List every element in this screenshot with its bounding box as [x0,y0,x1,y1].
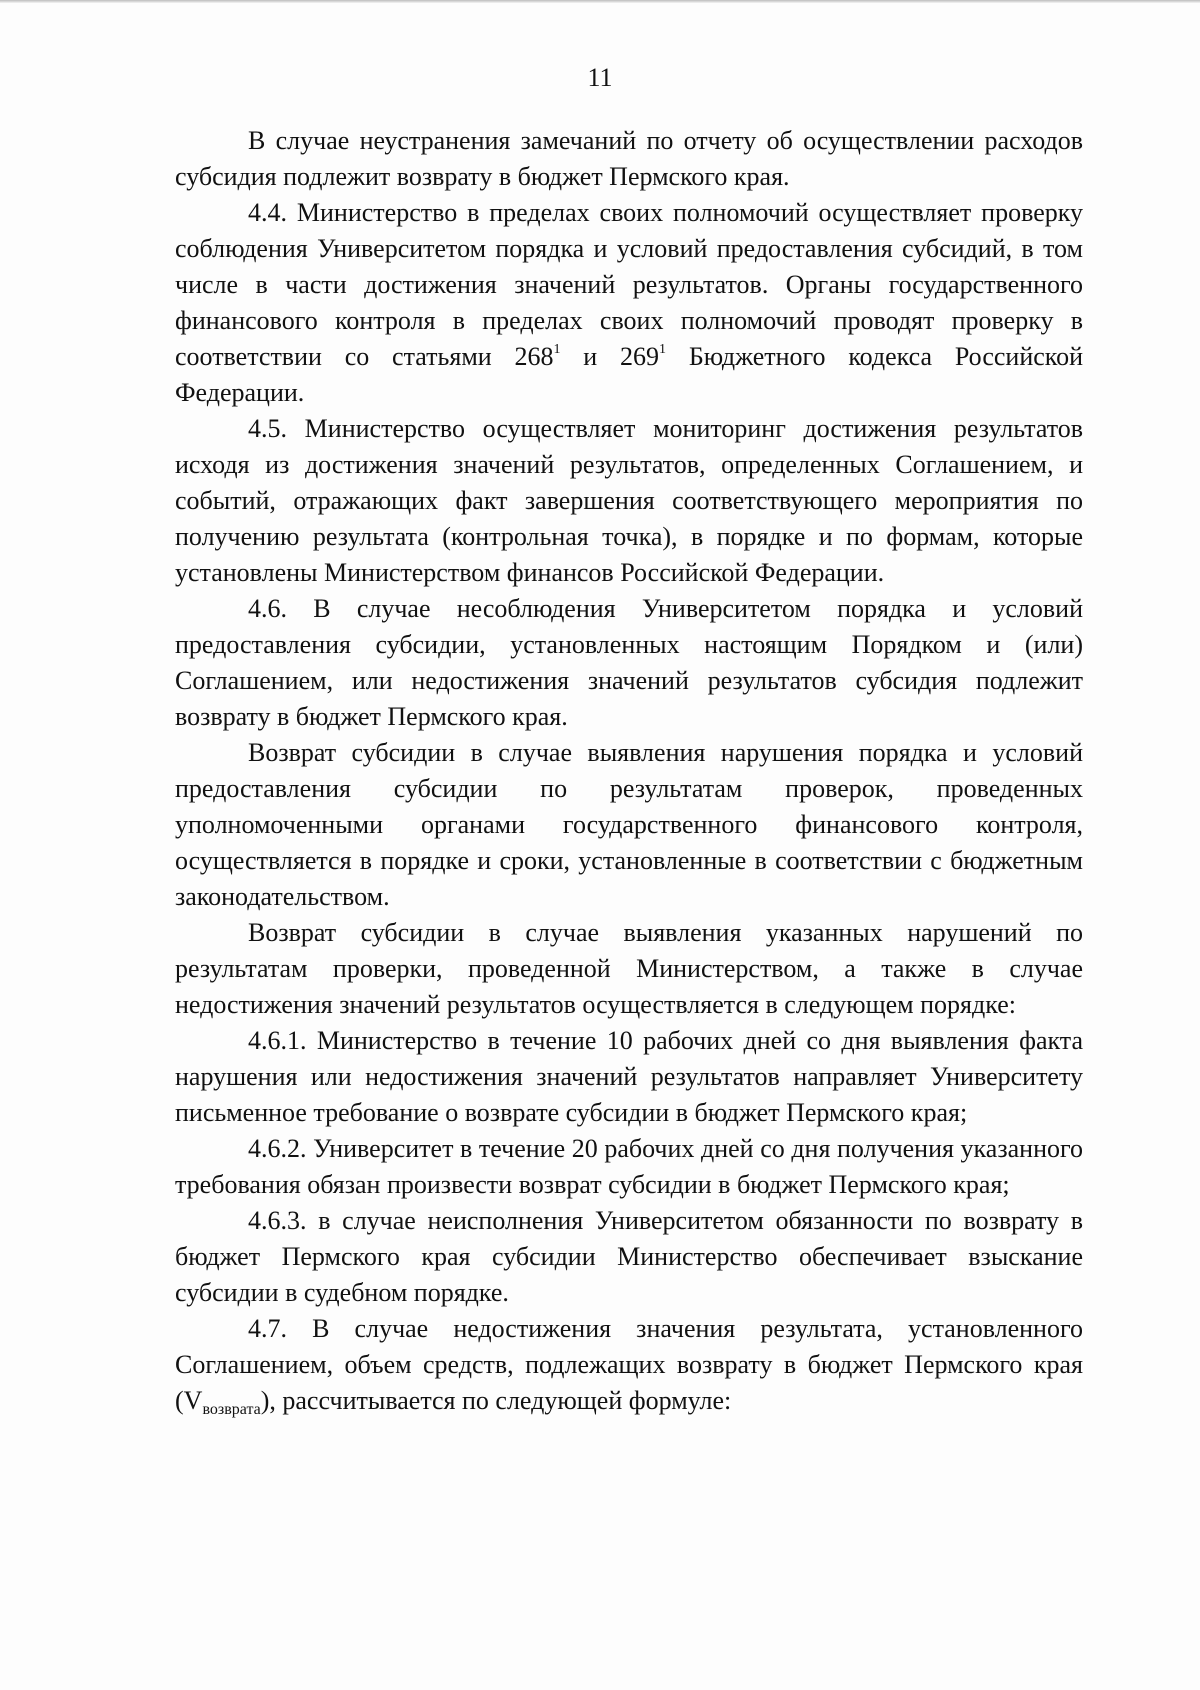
paragraph-4-7-text: ), рассчитывается по следующей формуле: [260,1386,732,1415]
paragraph-return-order: Возврат субсидии в случае выявления указанных нарушений по результатам проверки, проведенной Министерством, а также в случае недостижения значений результатов осуществляется в следующем порядке: [175,918,1083,1019]
scan-edge [0,0,1200,3]
paragraph-4-4-text: 4.4. Министерство в пределах своих полномочий осуществляет проверку соблюдения Университетом порядка и условий предоставления субсидий, в том числе в части достижения значений результатов. Органы государственного финансового контроля в пределах своих полномочий проводят проверку в соответствии со статьями 268 [175,198,1083,371]
subscript: возврата [202,1401,261,1418]
paragraph-4-4 [175,195,1083,411]
superscript: 1 [553,342,561,357]
paragraph-4-4-text: и 269 [560,342,660,371]
paragraph-4-7 [175,1311,1083,1419]
paragraph-4-6-3: 4.6.3. в случае неисполнения Университетом обязанности по возврату в бюджет Пермского края субсидии Министерство обеспечивает взыскание субсидии в судебном порядке. [175,1206,1083,1307]
paragraph-4-4-text: Бюджетного кодекса Российской Федерации. [175,342,1084,407]
paragraph-4-5: 4.5. Министерство осуществляет мониторинг достижения результатов исходя из достижения значений результатов, определенных Соглашением, и событий, отражающих факт завершения соответствующего мероприятия по получению результата (контрольная точка), в порядке и по формам, которые установлены Министерством финансов Российской Федерации. [175,414,1083,587]
paragraph-4-7-text: 4.7. В случае недостижения значения результата, установленного Соглашением, объем средств, подлежащих возврату в бюджет Пермского края (V [175,1314,1083,1415]
paragraph-remarks: В случае неустранения замечаний по отчету об осуществлении расходов субсидия подлежит возврату в бюджет Пермского края. [175,126,1083,191]
paragraph-return-violation: Возврат субсидии в случае выявления нарушения порядка и условий предоставления субсидии по результатам проверок, проведенных уполномоченными органами государственного финансового контроля, осуществляется в порядке и сроки, установленные в соответствии с бюджетным законодательством. [175,738,1083,911]
paragraph-4-6-1: 4.6.1. Министерство в течение 10 рабочих дней со дня выявления факта нарушения или недостижения значений результатов направляет Университету письменное требование о возврате субсидии в бюджет Пермского края; [175,1026,1083,1127]
paragraph-4-6: 4.6. В случае несоблюдения Университетом порядка и условий предоставления субсидии, установленных настоящим Порядком и (или) Соглашением, или недостижения значений результатов субсидия подлежит возврату в бюджет Пермского края. [175,594,1083,731]
superscript: 1 [659,342,667,357]
document-body [175,123,1083,1419]
page-number: 11 [587,63,613,92]
paragraph-4-6-2: 4.6.2. Университет в течение 20 рабочих дней со дня получения указанного требования обязан произвести возврат субсидии в бюджет Пермского края; [175,1134,1083,1199]
